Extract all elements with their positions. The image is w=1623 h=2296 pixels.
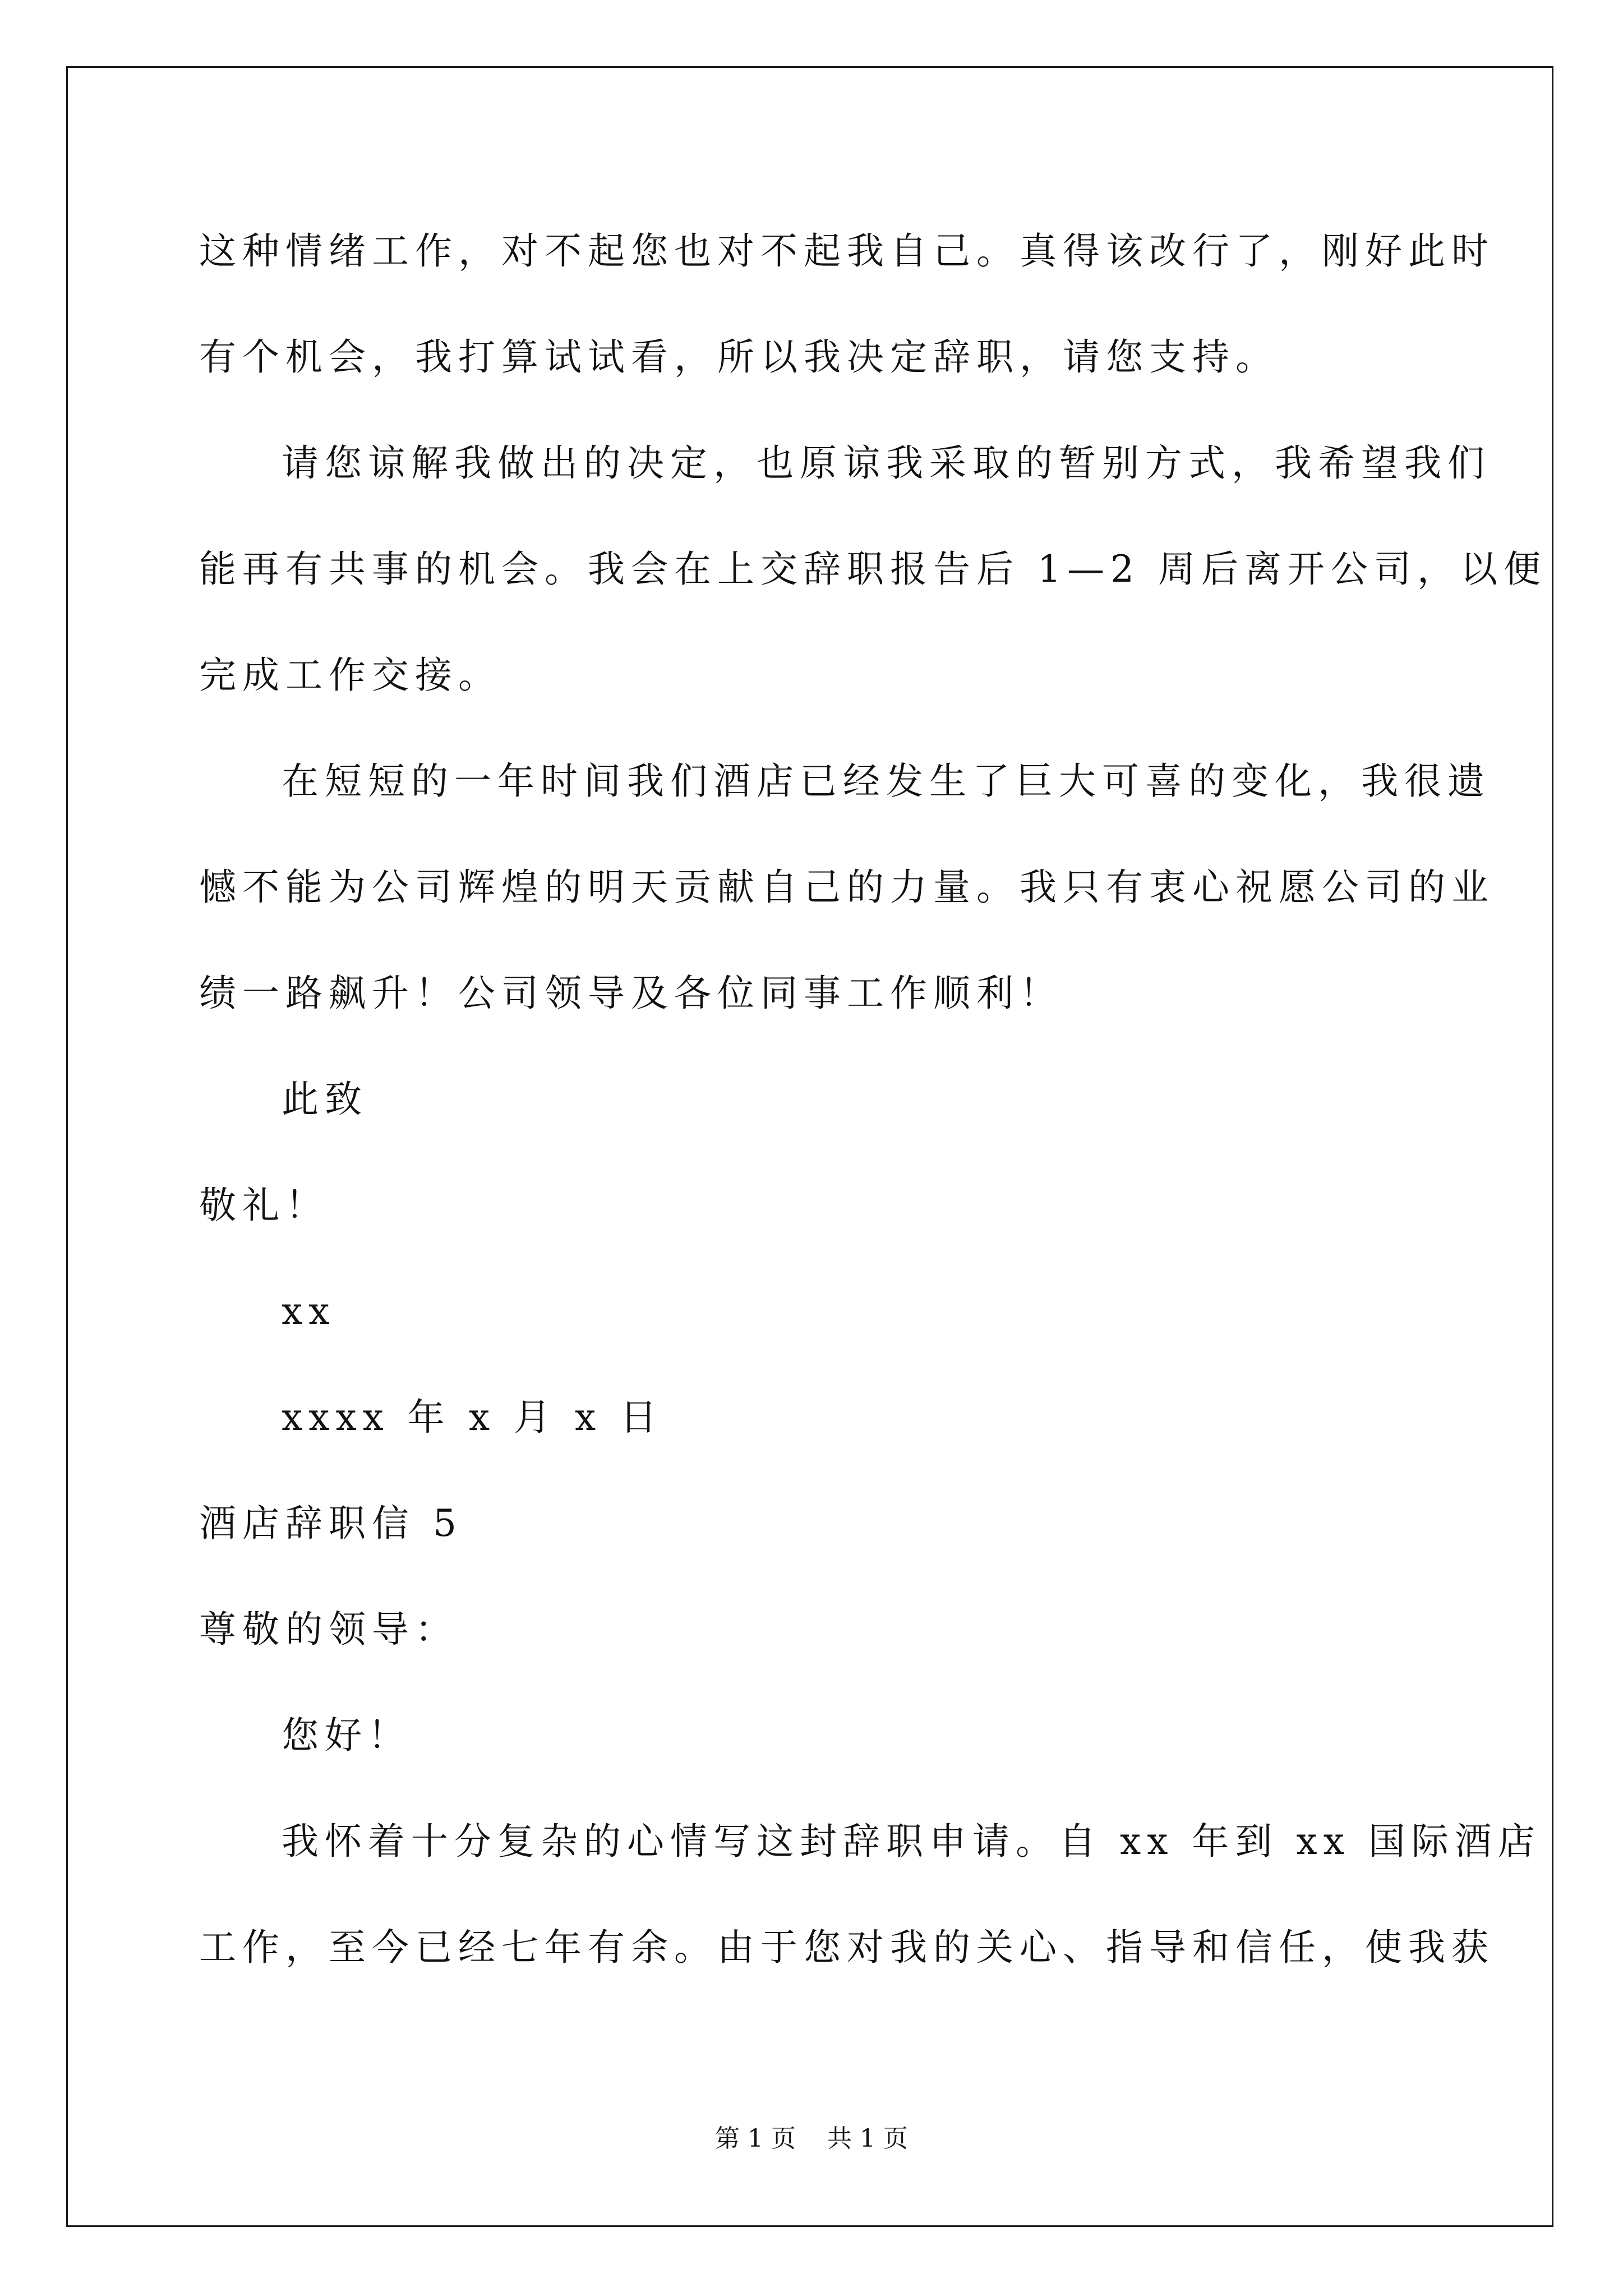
paragraph-first-line: 请您谅解我做出的决定，也原谅我采取的暂别方式，我希望我们	[282, 441, 1491, 485]
text-line: 绩一路飙升！公司领导及各位同事工作顺利！	[199, 972, 1063, 1015]
paragraph-first-line: 在短短的一年时间我们酒店已经发生了巨大可喜的变化，我很遗	[282, 760, 1491, 803]
closing-regards: 敬礼！	[199, 1184, 329, 1227]
text-line: 工作，至今已经七年有余。由于您对我的关心、指导和信任，使我获	[199, 1926, 1495, 1969]
signature-name: xx	[282, 1290, 336, 1333]
text-line: 这种情绪工作，对不起您也对不起我自己。真得该改行了，刚好此时	[199, 229, 1495, 273]
text-line: 有个机会，我打算试试看，所以我决定辞职，请您支持。	[199, 335, 1279, 379]
closing-salutation: 此致	[282, 1078, 368, 1121]
text-line: 完成工作交接。	[199, 654, 501, 697]
page-border	[66, 66, 1553, 2227]
text-line: 能再有共事的机会。我会在上交辞职报告后 1—2 周后离开公司，以便	[199, 547, 1547, 591]
section-title: 酒店辞职信 5	[199, 1502, 463, 1545]
page-number-footer: 第 1 页 共 1 页	[715, 2124, 908, 2153]
text-line: 憾不能为公司辉煌的明天贡献自己的力量。我只有衷心祝愿公司的业	[199, 866, 1495, 909]
paragraph-first-line: 我怀着十分复杂的心情写这封辞职申请。自 xx 年到 xx 国际酒店	[282, 1820, 1541, 1863]
signature-date: xxxx 年 x 月 x 日	[282, 1396, 663, 1439]
greeting: 您好！	[282, 1714, 411, 1757]
greeting-recipient: 尊敬的领导：	[199, 1608, 458, 1651]
